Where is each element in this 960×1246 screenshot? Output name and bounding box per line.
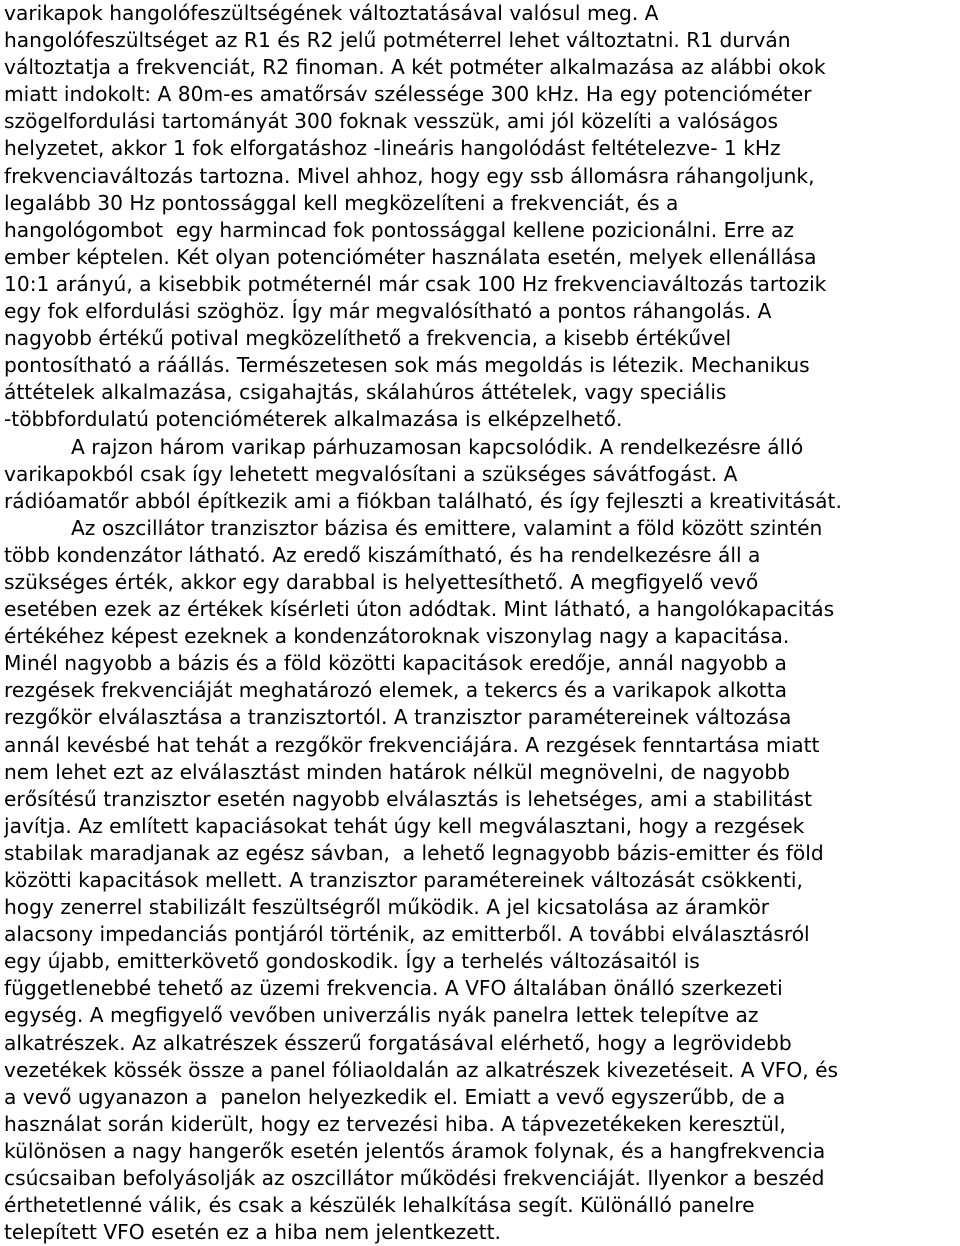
text-line: frekvenciaváltozás tartozna. Mivel ahhoz, hogy egy ssb állomásra ráhangoljunk,	[4, 163, 815, 188]
document-body	[4, 0, 956, 1246]
text-line: függetlenebbé tehető az üzemi frekvencia. A VFO általában önálló szerkezeti	[4, 976, 783, 1001]
text-line: pontosítható a ráállás. Természetesen sok más megoldás is létezik. Mechanikus	[4, 353, 810, 378]
text-line: vezetékek kössék össze a panel fóliaoldalán az alkatrészek kivezetéseit. A VFO, és	[4, 1057, 839, 1082]
text-line: ember képtelen. Két olyan potencióméter használata esetén, melyek ellenállása	[4, 244, 817, 269]
text-line: hangolófeszültséget az R1 és R2 jelű potméterrel lehet változtatni. R1 durván	[4, 28, 791, 53]
text-line: Minél nagyobb a bázis és a föld közötti kapacitások eredője, annál nagyobb a	[4, 651, 787, 676]
text-line: értékéhez képest ezeknek a kondenzátoroknak viszonylag nagy a kapacitása.	[4, 624, 790, 649]
text-line: alacsony impedanciás pontjáról történik, az emitterből. A további elválasztásról	[4, 922, 810, 947]
text-line: nagyobb értékű potival megközelíthető a frekvencia, a kisebb értékűvel	[4, 326, 732, 351]
text-line: áttételek alkalmazása, csigahajtás, skálahúros áttételek, vagy speciális	[4, 380, 727, 405]
text-line: rezgőkör elválasztása a tranzisztortól. A tranzisztor paramétereinek változása	[4, 705, 792, 730]
text-line: szögelfordulási tartományát 300 foknak vesszük, ami jól közelíti a valóságos	[4, 109, 779, 134]
text-line: hogy zenerrel stabilizált feszültségről működik. A jel kicsatolása az áramkör	[4, 895, 770, 920]
text-line: nem lehet ezt az elválasztást minden határok nélkül megnövelni, de nagyobb	[4, 759, 790, 784]
text-line: érthetetlenné válik, és csak a készülék lehalkítása segít. Különálló panelre	[4, 1193, 755, 1218]
text-line: közötti kapacitások mellett. A tranzisztor paramétereinek változását csökkenti,	[4, 868, 803, 892]
text-line: csúcsaiban befolyásolják az oszcillátor működési frekvenciáját. Ilyenkor a beszéd	[4, 1166, 825, 1191]
text-line: egység. A megfigyelő vevőben univerzális nyák panelra lettek telepítve az	[4, 1003, 759, 1028]
text-line: változtatja a frekvenciát, R2 finoman. A két potméter alkalmazása az alábbi okok	[4, 55, 826, 80]
text-line: a vevő ugyanazon a panelon helyezkedik el. Emiatt a vevő egyszerűbb, de a	[4, 1084, 786, 1109]
text-line: egy fok elfordulási szöghöz. Így már megvalósítható a pontos ráhangolás. A	[4, 299, 772, 324]
paragraph-start-line: Az oszcillátor tranzisztor bázisa és emittere, valamint a föld között szintén	[71, 515, 823, 540]
text-line: varikapok hangolófeszültségének változtatásával valósul meg. A	[4, 1, 659, 25]
text-line: különösen a nagy hangerők esetén jelentős áramok folynak, és a hangfrekvencia	[4, 1138, 826, 1163]
text-line: helyzetet, akkor 1 fok elforgatáshoz -lineáris hangolódást feltételezve- 1 kHz	[4, 136, 781, 161]
text-line: rádióamatőr abból építkezik ami a fiókban található, és így fejleszti a kreativitását.	[4, 488, 842, 513]
paragraph-start-line: A rajzon három varikap párhuzamosan kapcsolódik. A rendelkezésre álló	[71, 434, 804, 459]
text-line: erősítésű tranzisztor esetén nagyobb elválasztás is lehetséges, ami a stabilitást	[4, 786, 813, 811]
text-line: hangológombot egy harmincad fok pontossággal kellene pozicionálni. Erre az	[4, 217, 794, 242]
text-line: legalább 30 Hz pontossággal kell megközelíteni a frekvenciát, és a	[4, 190, 679, 215]
text-line: használat során kiderült, hogy ez tervezési hiba. A tápvezetékeken keresztül,	[4, 1111, 786, 1136]
text-line: -többfordulatú potencióméterek alkalmazása is elképzelhető.	[4, 407, 623, 432]
text-line: stabilak maradjanak az egész sávban, a lehető legnagyobb bázis-emitter és föld	[4, 840, 824, 865]
text-line: javítja. Az említett kapaciásokat tehát úgy kell megválasztani, hogy a rezgések	[4, 813, 805, 838]
text-line: szükséges érték, akkor egy darabbal is helyettesíthető. A megfigyelő vevő	[4, 569, 759, 594]
text-line: rezgések frekvenciáját meghatározó elemek, a tekercs és a varikapok alkotta	[4, 678, 788, 703]
text-line: egy újabb, emitterkövető gondoskodik. Így a terhelés változásaitól is	[4, 949, 700, 974]
text-line: több kondenzátor látható. Az eredő kiszámítható, és ha rendelkezésre áll a	[4, 542, 761, 567]
text-line: esetében ezek az értékek kísérleti úton adódtak. Mint látható, a hangolókapacitás	[4, 597, 835, 622]
text-line: telepített VFO esetén ez a hiba nem jelentkezett.	[4, 1220, 501, 1245]
text-line: annál kevésbé hat tehát a rezgőkör frekvenciájára. A rezgések fenntartása miatt	[4, 732, 820, 757]
text-line: miatt indokolt: A 80m-es amatőrsáv szélessége 300 kHz. Ha egy potencióméter	[4, 82, 812, 107]
text-line: 10:1 arányú, a kisebbik potméternél már csak 100 Hz frekvenciaváltozás tartozik	[4, 271, 827, 296]
text-line: alkatrészek. Az alkatrészek ésszerű forgatásával elérhető, hogy a legrövidebb	[4, 1030, 792, 1055]
text-line: varikapokból csak így lehetett megvalósítani a szükséges sávátfogást. A	[4, 461, 738, 486]
